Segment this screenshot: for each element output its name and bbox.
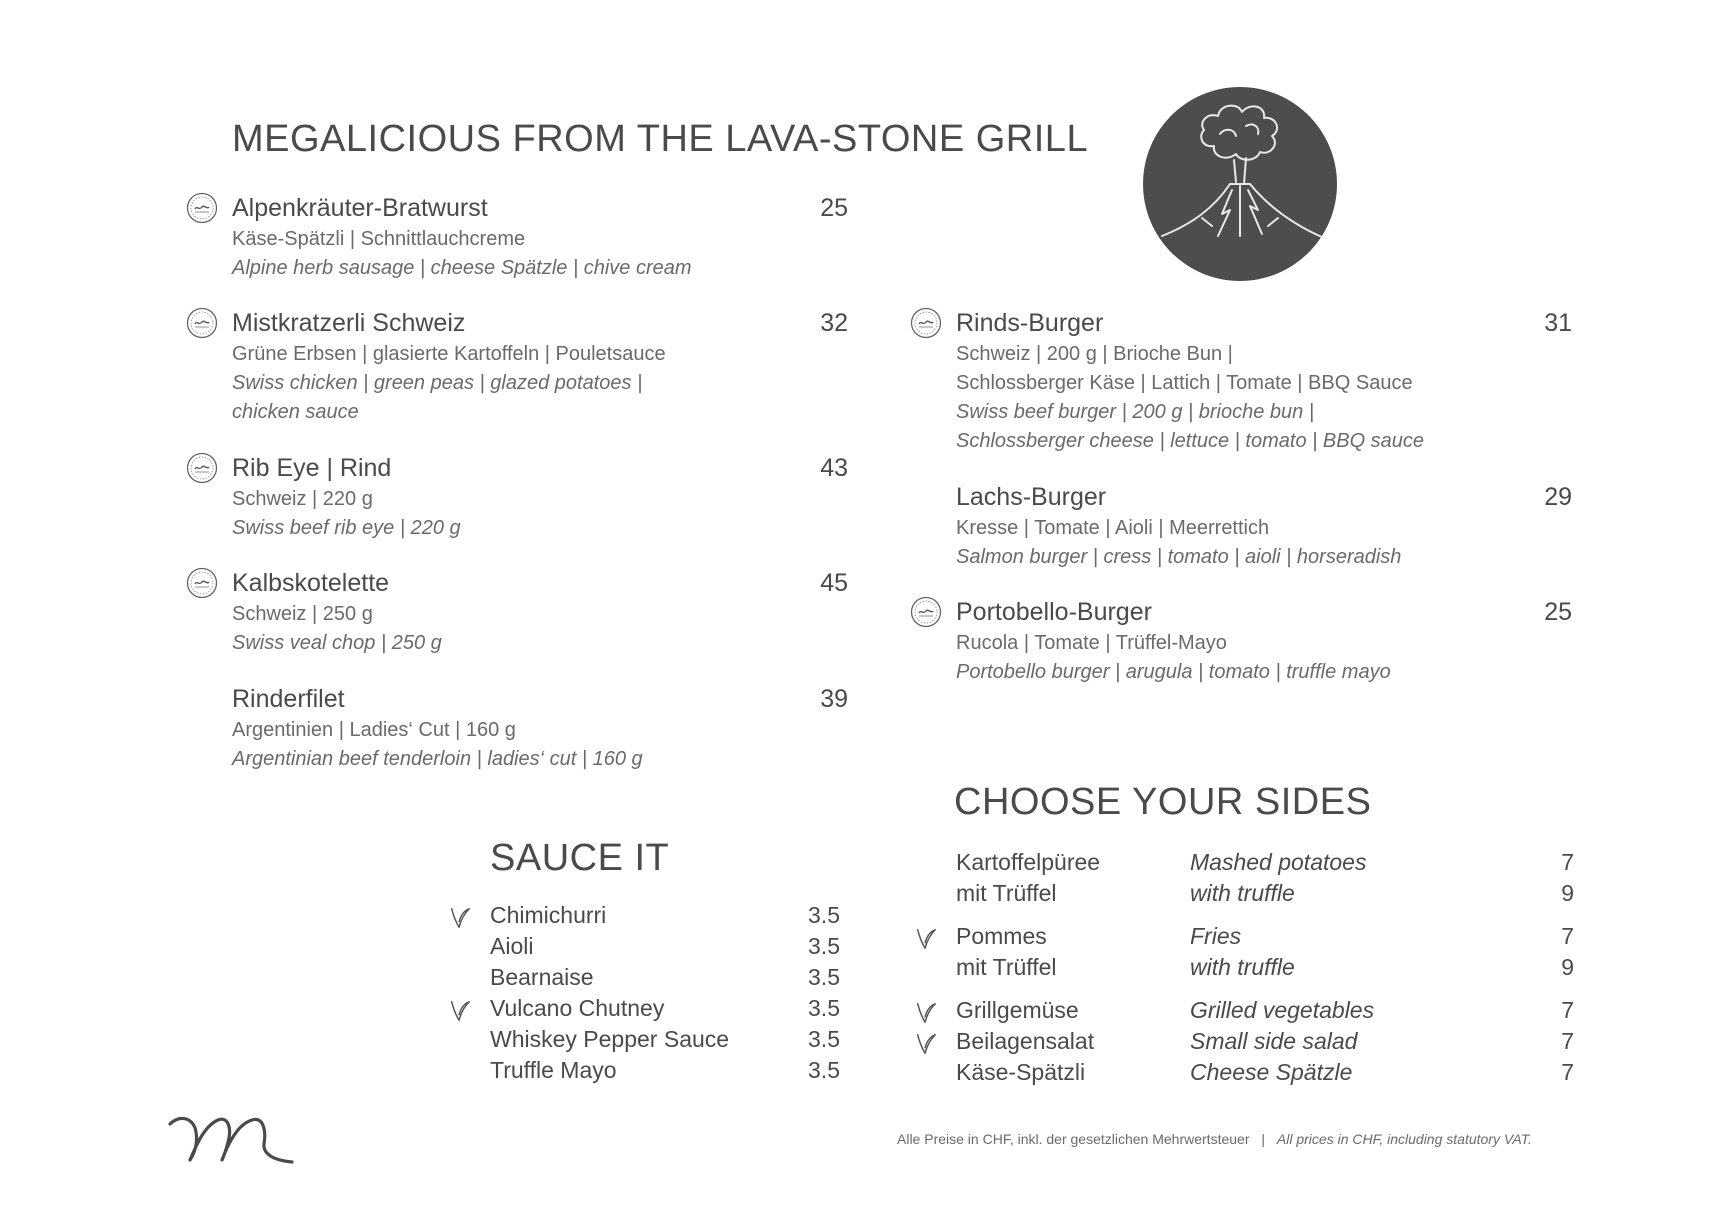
- sauce-section-title: SAUCE IT: [490, 837, 670, 879]
- side-name-de: Beilagensalat: [956, 1028, 1095, 1054]
- side-price: 7: [1561, 849, 1574, 875]
- sauce-price: 3.5: [808, 933, 840, 959]
- sauce-row: [490, 964, 840, 995]
- leaf-icon: [448, 998, 472, 1024]
- side-name-de: Kartoffelpüree: [956, 849, 1101, 875]
- item-name: Mistkratzerli Schweiz: [232, 309, 466, 337]
- footer-separator: |: [1261, 1131, 1266, 1147]
- item-price: 25: [820, 194, 848, 222]
- item-price: 25: [1544, 598, 1572, 626]
- footer-note: [897, 1131, 1532, 1147]
- side-name-de: Grillgemüse: [956, 997, 1079, 1023]
- side-price: 7: [1561, 923, 1574, 949]
- item-price: 39: [820, 685, 848, 713]
- leaf-icon: [914, 926, 938, 952]
- item-price: 31: [1544, 309, 1572, 337]
- item-price: 29: [1544, 483, 1572, 511]
- item-description-de: Käse-Spätzli | Schnittlauchcreme: [232, 228, 526, 250]
- lokal-badge-icon: [186, 567, 218, 599]
- grill-item: [232, 454, 848, 543]
- item-description-en: Swiss chicken | green peas | glazed potatoes |: [232, 372, 643, 394]
- sauce-row: [490, 933, 840, 964]
- lokal-badge-icon: [186, 192, 218, 224]
- sauce-price: 3.5: [808, 902, 840, 928]
- leaf-icon: [448, 905, 472, 931]
- item-name: Kalbskotelette: [232, 569, 390, 597]
- sauce-price: 3.5: [808, 1057, 840, 1083]
- item-description-de: Kresse | Tomate | Aioli | Meerrettich: [956, 517, 1270, 539]
- sauce-name: Chimichurri: [490, 902, 607, 928]
- side-name-en: Small side salad: [1190, 1028, 1358, 1054]
- sauce-name: Truffle Mayo: [490, 1057, 617, 1083]
- side-name-en: with truffle: [1190, 954, 1295, 980]
- item-description-de: Rucola | Tomate | Trüffel-Mayo: [956, 632, 1227, 654]
- leaf-icon: [914, 1000, 938, 1026]
- footer-note-en: All prices in CHF, including statutory VAT.: [1276, 1131, 1532, 1147]
- side-row: [956, 1028, 1574, 1059]
- page-title: MEGALICIOUS FROM THE LAVA-STONE GRILL: [232, 118, 1089, 160]
- side-name-en: Mashed potatoes: [1190, 849, 1367, 875]
- sauce-price: 3.5: [808, 995, 840, 1021]
- side-row: [956, 1059, 1574, 1090]
- side-name-en: Cheese Spätzle: [1190, 1059, 1353, 1085]
- item-description-de: Argentinien | Ladies‘ Cut | 160 g: [232, 719, 516, 741]
- lokal-badge-icon: [910, 307, 942, 339]
- item-description-en: Schlossberger cheese | lettuce | tomato | BBQ sauce: [956, 430, 1425, 452]
- item-description-de: Schweiz | 220 g: [232, 488, 373, 510]
- side-name-de: Pommes: [956, 923, 1047, 949]
- item-name: Portobello-Burger: [956, 598, 1152, 626]
- footer-note-de: Alle Preise in CHF, inkl. der gesetzlichen Mehrwertsteuer: [897, 1131, 1250, 1147]
- side-price: 7: [1561, 997, 1574, 1023]
- side-price: 7: [1561, 1028, 1574, 1054]
- sauce-name: Vulcano Chutney: [490, 995, 665, 1021]
- burger-item: [956, 598, 1572, 687]
- side-price: 7: [1561, 1059, 1574, 1085]
- side-name-en: Grilled vegetables: [1190, 997, 1375, 1023]
- sauce-name: Whiskey Pepper Sauce: [490, 1026, 730, 1052]
- sauce-row: [490, 1057, 840, 1088]
- leaf-icon: [914, 1031, 938, 1057]
- side-name-de: Käse-Spätzli: [956, 1059, 1086, 1085]
- lokal-badge-icon: [186, 307, 218, 339]
- lokal-badge-icon: [186, 452, 218, 484]
- item-name: Rinds-Burger: [956, 309, 1104, 337]
- volcano-icon: [1142, 86, 1338, 282]
- side-name-de: mit Trüffel: [956, 954, 1057, 980]
- item-name: Lachs-Burger: [956, 483, 1107, 511]
- item-description-de: Grüne Erbsen | glasierte Kartoffeln | Pouletsauce: [232, 343, 666, 365]
- item-description-de: Schweiz | 200 g | Brioche Bun |: [956, 343, 1233, 365]
- sauce-row: [490, 902, 840, 933]
- item-name: Rib Eye | Rind: [232, 454, 392, 482]
- side-row: [956, 997, 1574, 1028]
- item-description-de: Schlossberger Käse | Lattich | Tomate | BBQ Sauce: [956, 372, 1413, 394]
- grill-item: [232, 309, 848, 427]
- sauce-name: Bearnaise: [490, 964, 594, 990]
- item-name: Alpenkräuter-Bratwurst: [232, 194, 488, 222]
- grill-item: [232, 569, 848, 658]
- item-name: Rinderfilet: [232, 685, 345, 713]
- grill-item: [232, 685, 848, 774]
- lokal-badge-icon: [910, 596, 942, 628]
- item-description-en: Argentinian beef tenderloin | ladies‘ cut | 160 g: [232, 748, 643, 770]
- side-name-en: Fries: [1190, 923, 1242, 949]
- side-row: [956, 923, 1574, 954]
- sauce-row: [490, 1026, 840, 1057]
- side-price: 9: [1561, 880, 1574, 906]
- side-name-de: mit Trüffel: [956, 880, 1057, 906]
- item-description-en: Swiss beef burger | 200 g | brioche bun |: [956, 401, 1315, 423]
- side-row: [956, 954, 1574, 985]
- side-row: [956, 880, 1574, 911]
- burger-item: [956, 483, 1572, 572]
- side-price: 9: [1561, 954, 1574, 980]
- side-name-en: with truffle: [1190, 880, 1295, 906]
- item-description-en: Swiss veal chop | 250 g: [232, 632, 442, 654]
- side-row: [956, 849, 1574, 880]
- item-description-en: Alpine herb sausage | cheese Spätzle | chive cream: [232, 257, 692, 279]
- item-description-en: Swiss beef rib eye | 220 g: [232, 517, 461, 539]
- m-logo-icon: [166, 1108, 296, 1166]
- item-description-en: chicken sauce: [232, 401, 359, 423]
- sauce-name: Aioli: [490, 933, 534, 959]
- item-description-en: Salmon burger | cress | tomato | aioli | horseradish: [956, 546, 1402, 568]
- sides-section-title: CHOOSE YOUR SIDES: [954, 781, 1372, 823]
- sauce-row: [490, 995, 840, 1026]
- sauce-price: 3.5: [808, 964, 840, 990]
- item-price: 43: [820, 454, 848, 482]
- item-description-en: Portobello burger | arugula | tomato | truffle mayo: [956, 661, 1391, 683]
- sauce-price: 3.5: [808, 1026, 840, 1052]
- item-price: 45: [820, 569, 848, 597]
- burger-item: [956, 309, 1572, 456]
- item-price: 32: [820, 309, 848, 337]
- item-description-de: Schweiz | 250 g: [232, 603, 373, 625]
- grill-item: [232, 194, 848, 283]
